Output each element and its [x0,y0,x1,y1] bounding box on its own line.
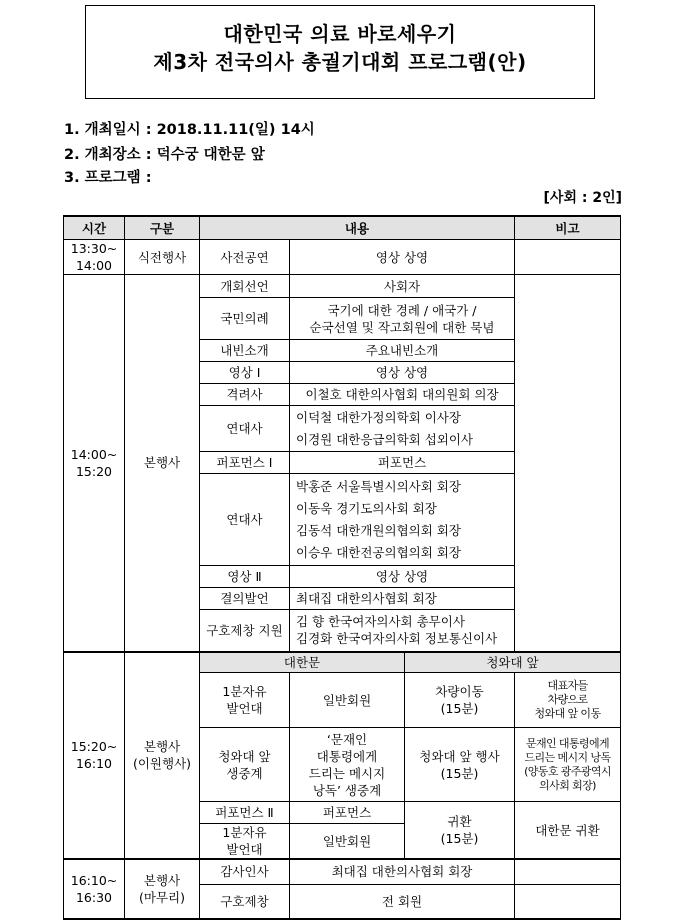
desc-cell: 국기에 대한 경례 / 애국가 / 순국선열 및 작고회원에 대한 묵념 [290,298,515,340]
item-cell: 개회선언 [200,275,290,298]
header-category: 구분 [125,216,200,240]
desc-cell: 일반회원 [290,673,405,728]
note-cell [515,275,621,652]
desc-cell: 주요내빈소개 [290,340,515,362]
table-row [64,275,621,298]
desc-cell: 영상 상영 [290,240,515,275]
desc-cell: 영상 상영 [290,362,515,384]
item-cell: 연대사 [200,474,290,566]
left-subheader: 대한문 [200,652,405,673]
desc-cell: 퍼포먼스 [290,802,405,824]
title-line-1: 대한민국 의료 바로세우기 [223,22,457,46]
item-cell: 감사인사 [200,859,290,884]
item-cell: 영상 Ⅱ [200,566,290,588]
desc-cell: 박홍준 서울특별시의사회 회장 이동욱 경기도의사회 회장 김동석 대한개원의협의회 회장 이승우 대한전공의협의회 회장 [290,474,515,566]
desc-cell: 사회자 [290,275,515,298]
time-cell: 16:10~ 16:30 [64,859,125,919]
note-cell [515,859,621,884]
item-cell: 결의발언 [200,588,290,610]
item-cell: 사전공연 [200,240,290,275]
right-item-cell: 귀환 (15분) [405,802,515,860]
info-place: 2. 개최장소 : 덕수궁 대한문 앞 [64,147,265,163]
item-cell: 1분자유 발언대 [200,673,290,728]
category-cell: 본행사 (마무리) [125,859,200,919]
header-time: 시간 [64,216,125,240]
desc-cell: 영상 상영 [290,566,515,588]
desc-cell: 이덕철 대한가정의학회 이사장 이경원 대한응급의학회 섭외이사 [290,406,515,452]
title-line-2: 제3차 전국의사 총궐기대회 프로그램(안) [153,50,527,74]
right-item-cell: 차량이동 (15분) [405,673,515,728]
host-note: [사회 : 2인] [543,190,622,206]
right-note-cell: 문재인 대통령에게 드리는 메시지 낭독 (양동호 광주광역시 의사회 회장) [515,728,621,802]
category-cell: 본행사 (이원행사) [125,652,200,860]
desc-cell: 전 회원 [290,884,515,919]
right-note-cell: 대표자들 차량으로 청와대 앞 이동 [515,673,621,728]
right-subheader: 청와대 앞 [405,652,621,673]
item-cell: 1분자유 발언대 [200,824,290,860]
info-date: 1. 개최일시 : 2018.11.11(일) 14시 [64,122,315,138]
note-cell [515,884,621,919]
item-cell: 내빈소개 [200,340,290,362]
item-cell: 구호제창 [200,884,290,919]
item-cell: 구호제창 지원 [200,610,290,652]
table-row [64,240,621,275]
table-row [64,652,621,673]
item-cell: 영상 Ⅰ [200,362,290,384]
table-row [64,859,621,884]
desc-cell: ‘문재인 대통령에게 드리는 메시지 낭독’ 생중계 [290,728,405,802]
category-cell: 본행사 [125,275,200,652]
item-cell: 청와대 앞 생중계 [200,728,290,802]
desc-cell: 퍼포먼스 [290,452,515,474]
item-cell: 연대사 [200,406,290,452]
note-cell [515,240,621,275]
desc-cell: 이철호 대한의사협회 대의원회 의장 [290,384,515,406]
desc-cell: 일반회원 [290,824,405,860]
time-cell: 13:30~ 14:00 [64,240,125,275]
right-item-cell: 청와대 앞 행사 (15분) [405,728,515,802]
table-header-row [64,216,621,240]
item-cell: 국민의례 [200,298,290,340]
category-cell: 식전행사 [125,240,200,275]
item-cell: 격려사 [200,384,290,406]
time-cell: 14:00~ 15:20 [64,275,125,652]
right-note-cell: 대한문 귀환 [515,802,621,860]
title-box [85,5,595,99]
program-table [63,215,621,920]
header-note: 비고 [515,216,621,240]
time-cell: 15:20~ 16:10 [64,652,125,860]
item-cell: 퍼포먼스 Ⅰ [200,452,290,474]
desc-cell: 최대집 대한의사협회 회장 [290,859,515,884]
info-program: 3. 프로그램 : [64,170,152,186]
desc-cell: 최대집 대한의사협회 회장 [290,588,515,610]
header-content: 내용 [200,216,515,240]
desc-cell: 김 향 한국여자의사회 총무이사 김경화 한국여자의사회 정보통신이사 [290,610,515,652]
item-cell: 퍼포먼스 Ⅱ [200,802,290,824]
